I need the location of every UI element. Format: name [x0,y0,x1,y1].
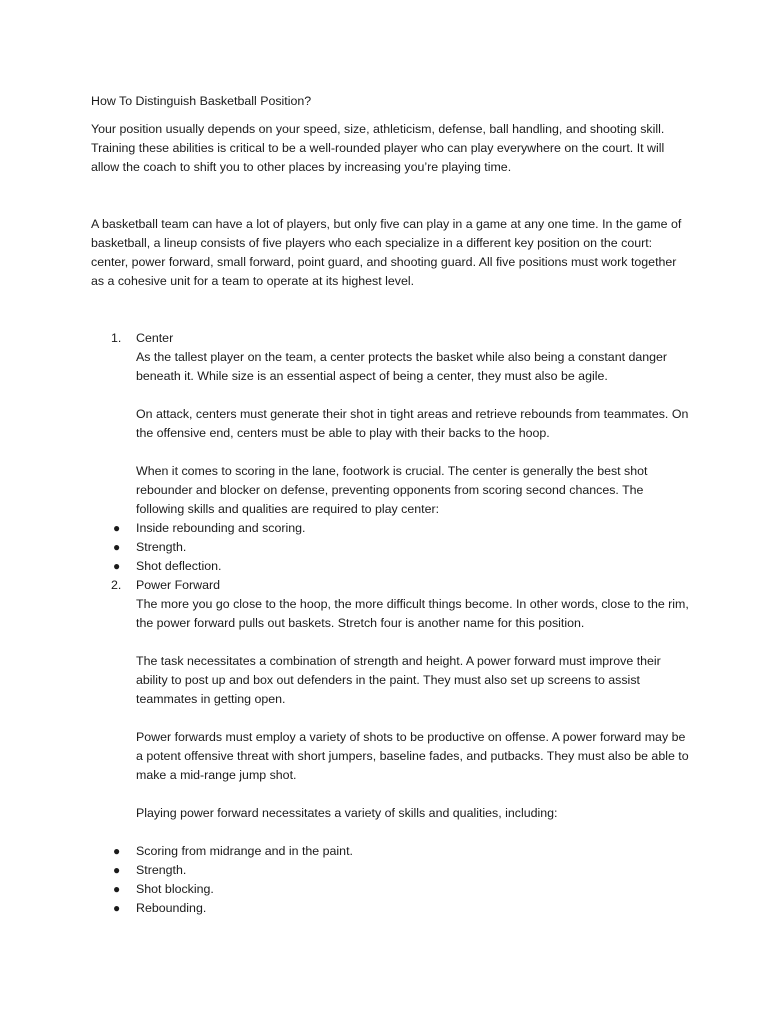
center-skills-list [91,519,691,576]
document-title: How To Distinguish Basketball Position? [91,94,312,108]
bullet-text: Shot deflection. [136,559,222,573]
bullet-item [91,557,691,576]
intro-paragraph-1: Your position usually depends on your speed, size, athleticism, defense, ball handling, and shooting skill. Training these abilities is critical to be a well-rounded player who can play everywhere on the court. It will allow the coach to shift you to other places by increasing you’re playing time. [91,122,665,174]
bullet-icon: ● [113,863,121,877]
bullet-text: Rebounding. [136,901,207,915]
bullet-text: Shot blocking. [136,882,214,896]
bullet-icon: ● [113,901,121,915]
bullet-icon: ● [113,559,121,573]
power-forward-skills-list [91,842,691,918]
positions-list [91,329,691,519]
bullet-icon: ● [113,882,121,896]
bullet-item [91,899,691,918]
bullet-text: Strength. [136,863,187,877]
bullet-icon: ● [113,540,121,554]
bullet-item [91,538,691,557]
section-paragraph: The more you go close to the hoop, the more difficult things become. In other words, close to the rim, the power forward pulls out baskets. Stretch four is another name for this position. [136,597,689,630]
bullet-icon: ● [113,844,121,858]
bullet-icon: ● [113,521,121,535]
section-paragraph: As the tallest player on the team, a center protects the basket while also being a constant danger beneath it. While size is an essential aspect of being a center, they must also be agile. [136,350,668,383]
section-heading: Power Forward [136,578,221,592]
bullet-item [91,842,691,861]
bullet-text: Inside rebounding and scoring. [136,521,306,535]
bullet-item [91,880,691,899]
section-paragraph: When it comes to scoring in the lane, footwork is crucial. The center is generally the best shot rebounder and blocker on defense, preventing opponents from scoring second chances. The following skills and qualities are required to play center: [136,464,648,516]
bullet-item [91,861,691,880]
list-number: 2. [111,578,122,592]
bullet-item [91,519,691,538]
section-heading: Center [136,331,174,345]
section-paragraph: Power forwards must employ a variety of shots to be productive on offense. A power forward may be a potent offensive threat with short jumpers, baseline fades, and putbacks. They must also be able to make a mid-range jump shot. [136,730,689,782]
section-paragraph: The task necessitates a combination of strength and height. A power forward must improve their ability to post up and box out defenders in the paint. They must also set up screens to assist teammates in getting open. [136,654,661,706]
section-paragraph: Playing power forward necessitates a variety of skills and qualities, including: [136,806,558,820]
list-item-center [91,329,691,519]
positions-list-continued [91,576,691,823]
section-paragraph: On attack, centers must generate their shot in tight areas and retrieve rebounds from teammates. On the offensive end, centers must be able to play with their backs to the hoop. [136,407,689,440]
bullet-text: Scoring from midrange and in the paint. [136,844,353,858]
list-item-power-forward [91,576,691,823]
list-number: 1. [111,331,122,345]
intro-paragraph-2: A basketball team can have a lot of players, but only five can play in a game at any one time. In the game of basketball, a lineup consists of five players who each specialize in a different key position on the court: center, power forward, small forward, point guard, and shooting guard. All five positions must work together as a cohesive unit for a team to operate at its highest level. [91,217,682,288]
document-body [91,92,691,918]
bullet-text: Strength. [136,540,187,554]
